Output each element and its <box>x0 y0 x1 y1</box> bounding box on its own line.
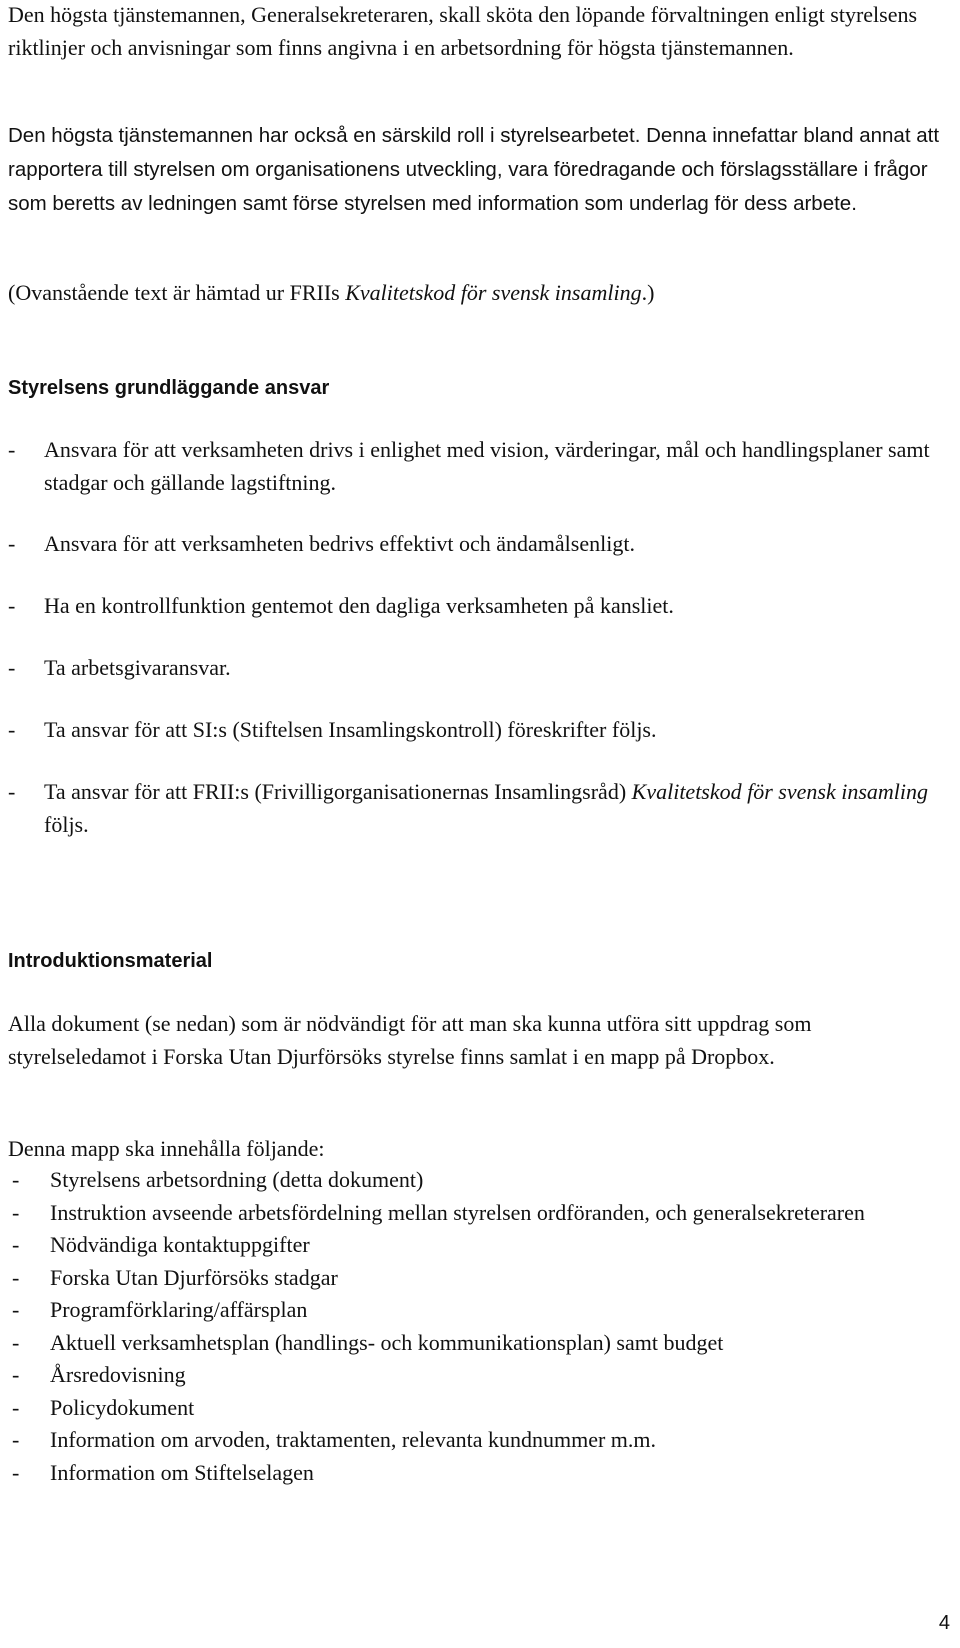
ansvar-item-text: Ta arbetsgivaransvar. <box>44 655 231 680</box>
list-dash: - <box>12 1232 20 1257</box>
list-item-text: Årsredovisning <box>50 1362 186 1387</box>
list-item-text: Styrelsens arbetsordning (detta dokument) <box>50 1167 424 1192</box>
ansvar-item <box>8 527 952 589</box>
source-note <box>8 276 952 309</box>
ansvar-item <box>8 589 952 651</box>
list-dash: - <box>12 1394 20 1420</box>
source-note-suffix: .) <box>641 280 655 305</box>
list-dash: - <box>8 779 16 804</box>
list-dash: - <box>8 593 16 618</box>
intro-paragraph-1: Den högsta tjänstemannen, Generalsekreteraren, skall sköta den löpande förvaltningen enligt styrelsens riktlinjer och anvisningar som finns angivna i en arbetsordning för högsta tjänstemannen. <box>8 2 918 60</box>
list-item <box>8 1294 952 1327</box>
source-note-prefix: (Ovanstående text är hämtad ur FRIIs <box>8 280 346 305</box>
folder-contents-intro: Denna mapp ska innehålla följande: <box>8 1136 325 1161</box>
ansvar-item <box>8 775 952 841</box>
ansvar-item <box>8 713 952 775</box>
section-heading-introduktionsmaterial: Introduktionsmaterial <box>8 950 213 972</box>
list-dash: - <box>12 1427 20 1452</box>
ansvar-item <box>8 433 952 527</box>
section-heading-ansvar: Styrelsens grundläggande ansvar <box>8 377 330 399</box>
list-dash: - <box>12 1362 20 1387</box>
list-dash: - <box>8 717 16 742</box>
list-item <box>8 1457 952 1490</box>
intro-paragraph-2-text: Den högsta tjänstemannen har också en särskild roll i styrelsearbetet. Denna innefattar bland annat att rapportera till styrelsen om organisationens utveckling, vara föredragande och förslagsställare i frågor som beretts av ledningen samt förse styrelsen med information som underlag för dess arbete. <box>8 124 940 215</box>
list-item-text: Information om arvoden, traktamenten, relevanta kundnummer m.m. <box>50 1427 657 1452</box>
ansvar-list <box>8 433 952 841</box>
list-dash: - <box>8 655 16 680</box>
ansvar-item-text-title: Kvalitetskod för svensk insamling <box>631 779 929 804</box>
list-dash: - <box>12 1199 20 1225</box>
list-item <box>8 1229 952 1262</box>
list-item-text: Policydokument <box>50 1394 195 1420</box>
list-item <box>8 1327 952 1360</box>
list-item-text: Forska Utan Djurförsöks stadgar <box>50 1264 338 1290</box>
list-dash: - <box>12 1459 20 1485</box>
list-dash: - <box>12 1329 20 1355</box>
list-item <box>8 1359 952 1392</box>
list-dash: - <box>8 531 16 556</box>
list-item <box>8 1424 952 1457</box>
list-item <box>8 1164 952 1197</box>
intro-paragraph-2 <box>8 118 952 220</box>
list-dash: - <box>12 1264 20 1290</box>
source-note-title: Kvalitetskod för svensk insamling <box>345 280 642 305</box>
ansvar-item-text-prefix: Ta ansvar för att FRII:s (Frivilligorganisationernas Insamlingsråd) <box>44 779 632 804</box>
list-dash: - <box>12 1297 20 1322</box>
ansvar-item-text: Ta ansvar för att SI:s (Stiftelsen Insamlingskontroll) föreskrifter följs. <box>44 717 657 742</box>
list-item-text: Instruktion avseende arbetsfördelning mellan styrelsen ordföranden, och generalsekreteraren <box>50 1199 865 1225</box>
list-dash: - <box>8 437 16 462</box>
ansvar-item <box>8 651 952 713</box>
introduktionsmaterial-paragraph: Alla dokument (se nedan) som är nödvändigt för att man ska kunna utföra sitt uppdrag som styrelseledamot i Forska Utan Djurförsöks styrelse finns samlat i en mapp på Dropbox. <box>8 1011 812 1069</box>
page-number: 4 <box>938 1612 950 1634</box>
list-item <box>8 1262 952 1295</box>
ansvar-item-text: Ha en kontrollfunktion gentemot den dagliga verksamheten på kansliet. <box>44 593 674 618</box>
ansvar-item-text-suffix: följs. <box>44 812 89 837</box>
ansvar-item-text: Ansvara för att verksamheten bedrivs effektivt och ändamålsenligt. <box>44 531 635 556</box>
list-item-text: Programförklaring/affärsplan <box>50 1297 308 1322</box>
folder-contents-list <box>8 1164 952 1489</box>
list-dash: - <box>12 1167 20 1192</box>
list-item <box>8 1197 870 1230</box>
list-item <box>8 1392 952 1425</box>
ansvar-item-text: Ansvara för att verksamheten drivs i enlighet med vision, värderingar, mål och handlingsplaner samt stadgar och gällande lagstiftning. <box>44 437 930 495</box>
list-item-text: Information om Stiftelselagen <box>50 1459 314 1485</box>
list-item-text: Aktuell verksamhetsplan (handlings- och kommunikationsplan) samt budget <box>50 1329 724 1355</box>
list-item-text: Nödvändiga kontaktuppgifter <box>50 1232 310 1257</box>
